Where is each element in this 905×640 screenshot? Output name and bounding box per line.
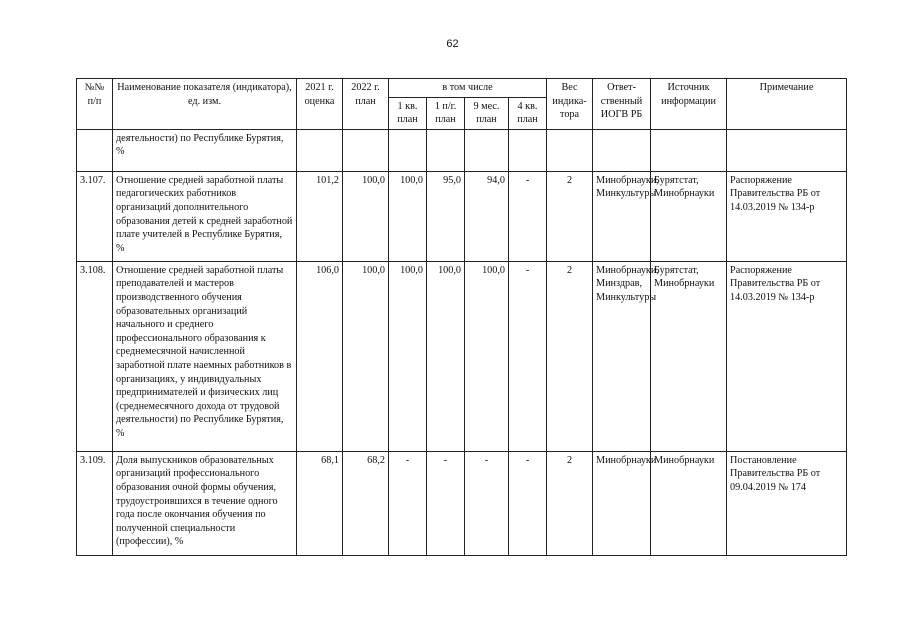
col-header-q1: 1 кв. план (389, 97, 427, 129)
row-note: Распоряжение Правительства РБ от 14.03.2019 № 134-р (727, 261, 847, 451)
row-indicator-name: Отношение средней заработной платы педагогических работников организаций дополнительного образования детей к средней заработной плате учителей в Республике Бурятия, % (113, 171, 297, 261)
row-note: Распоряжение Правительства РБ от 14.03.2019 № 134-р (727, 171, 847, 261)
row-h1: - (427, 451, 465, 555)
row-q1: - (389, 451, 427, 555)
table-row (77, 171, 847, 261)
row-num: 3.109. (77, 451, 113, 555)
row-source (651, 129, 727, 171)
col-header-source: Источник информации (651, 79, 727, 130)
row-2021 (297, 129, 343, 171)
row-responsible: Минобрнауки, Минздрав, Минкультуры (593, 261, 651, 451)
table-row (77, 451, 847, 555)
row-q4: - (509, 451, 547, 555)
row-responsible: Минобрнауки (593, 451, 651, 555)
col-header-weight: Вес индика-тора (547, 79, 593, 130)
row-2021: 106,0 (297, 261, 343, 451)
row-note (727, 129, 847, 171)
indicators-table (76, 78, 847, 556)
row-9m (465, 129, 509, 171)
row-2022 (343, 129, 389, 171)
row-2022: 100,0 (343, 261, 389, 451)
row-weight: 2 (547, 451, 593, 555)
col-header-q4: 4 кв. план (509, 97, 547, 129)
col-header-responsible: Ответ-ственный ИОГВ РБ (593, 79, 651, 130)
col-header-9m: 9 мес. план (465, 97, 509, 129)
row-h1: 95,0 (427, 171, 465, 261)
row-2022: 100,0 (343, 171, 389, 261)
table-row (77, 261, 847, 451)
table-row (77, 129, 847, 171)
col-header-including: в том числе (389, 79, 547, 98)
row-h1: 100,0 (427, 261, 465, 451)
row-2021: 101,2 (297, 171, 343, 261)
row-h1 (427, 129, 465, 171)
row-2022: 68,2 (343, 451, 389, 555)
row-q1: 100,0 (389, 171, 427, 261)
col-header-2021: 2021 г. оценка (297, 79, 343, 130)
row-q1: 100,0 (389, 261, 427, 451)
row-num: 3.108. (77, 261, 113, 451)
row-9m: 94,0 (465, 171, 509, 261)
row-source: Бурятстат, Минобрнауки (651, 171, 727, 261)
row-q4: - (509, 261, 547, 451)
row-source: Минобрнауки (651, 451, 727, 555)
col-header-h1: 1 п/г. план (427, 97, 465, 129)
col-header-num: №№ п/п (77, 79, 113, 130)
row-indicator-name: деятельности) по Республике Бурятия, % (113, 129, 297, 171)
row-9m: - (465, 451, 509, 555)
row-q1 (389, 129, 427, 171)
row-responsible: Минобрнауки, Минкультуры (593, 171, 651, 261)
col-header-2022: 2022 г. план (343, 79, 389, 130)
table-header-row (77, 79, 847, 98)
page-number: 62 (446, 38, 459, 50)
row-2021: 68,1 (297, 451, 343, 555)
row-weight (547, 129, 593, 171)
col-header-name: Наименование показателя (индикатора), ед. изм. (113, 79, 297, 130)
row-weight: 2 (547, 261, 593, 451)
col-header-note: Примечание (727, 79, 847, 130)
row-indicator-name: Отношение средней заработной платы преподавателей и мастеров производственного обучения образовательных организаций начального и среднего профессионального образования к среднемесячной начисленной заработной плате наемных работников в организациях, у индивидуальных предпринимателей и физических лиц (среднемесячного дохода от трудовой деятельности) по Республике Бурятия, % (113, 261, 297, 451)
row-9m: 100,0 (465, 261, 509, 451)
row-responsible (593, 129, 651, 171)
row-source: Бурятстат, Минобрнауки (651, 261, 727, 451)
row-num (77, 129, 113, 171)
row-q4: - (509, 171, 547, 261)
row-note: Постановление Правительства РБ от 09.04.2019 № 174 (727, 451, 847, 555)
row-q4 (509, 129, 547, 171)
row-weight: 2 (547, 171, 593, 261)
row-indicator-name: Доля выпускников образовательных организаций профессионального образования очной формы обучения, трудоустроившихся в течение одного года после окончания обучения по полученной специальности (профессии), % (113, 451, 297, 555)
row-num: 3.107. (77, 171, 113, 261)
